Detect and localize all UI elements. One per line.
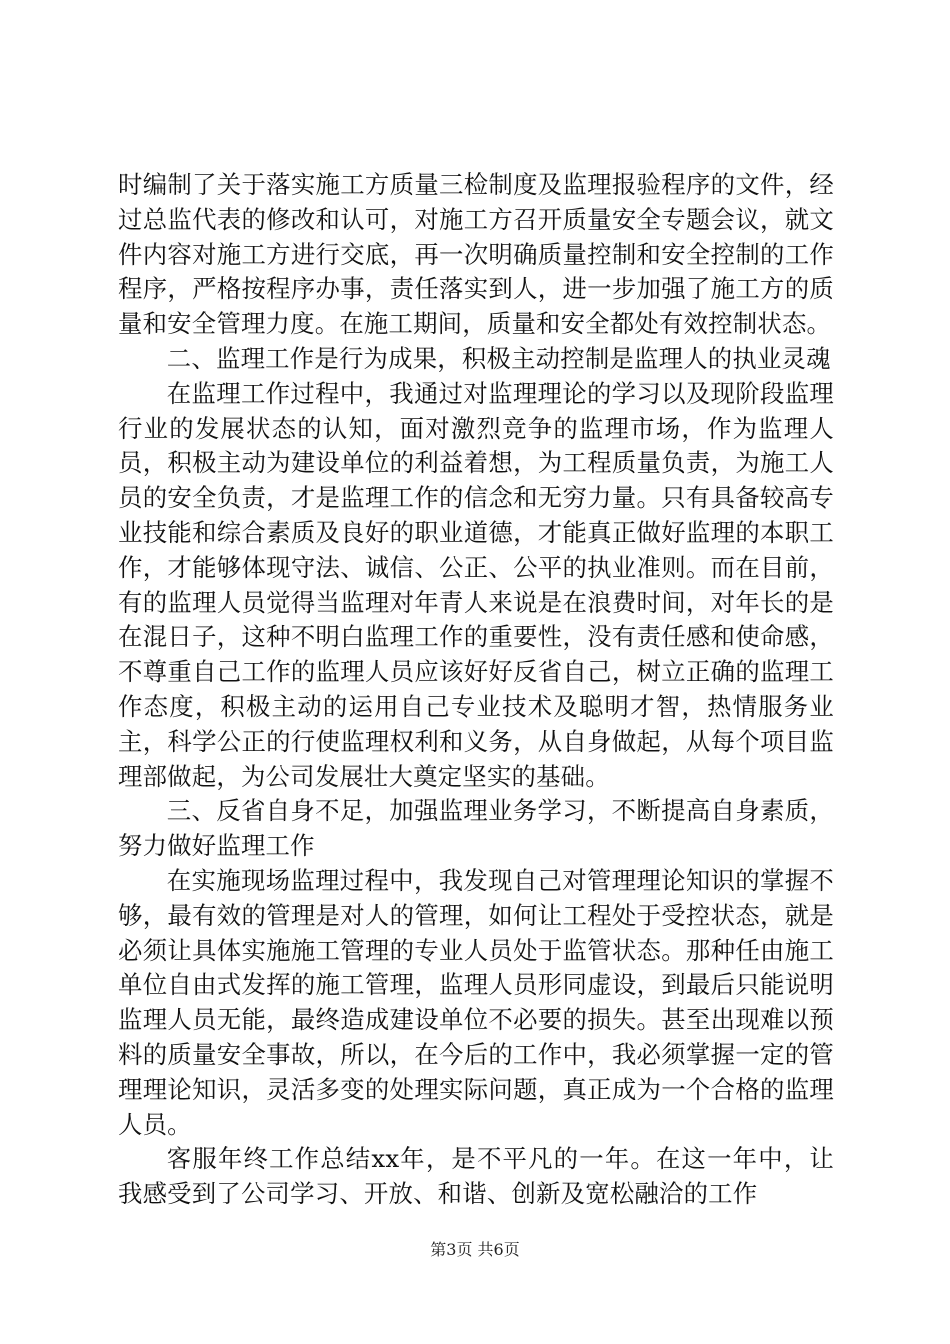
paragraph-section-2: 在监理工作过程中，我通过对监理理论的学习以及现阶段监理行业的发展状态的认知，面对激烈竞争的监理市场，作为监理人员，积极主动为建设单位的利益着想，为工程质量负责，为施工人员的安全负责，才是监理工作的信念和无穷力量。只有具备较高专业技能和综合素质及良好的职业道德，才能真正做好监理的本职工作，才能够体现守法、诚信、公正、公平的执业准则。而在目前，有的监理人员觉得当监理对年青人来说是在浪费时间，对年长的是在混日子，这种不明白监理工作的重要性，没有责任感和使命感，不尊重自己工作的监理人员应该好好反省自己，树立正确的监理工作态度，积极主动的运用自己专业技术及聪明才智，热情服务业主，科学公正的行使监理权利和义务，从自身做起，从每个项目监理部做起，为公司发展壮大奠定坚实的基础。 xyxy=(118,378,834,791)
paragraph-new-summary: 客服年终工作总结xx年，是不平凡的一年。在这一年中，让我感受到了公司学习、开放、和谐、创新及宽松融洽的工作 xyxy=(118,1144,834,1209)
paragraph-continuation: 时编制了关于落实施工方质量三检制度及监理报验程序的文件，经过总监代表的修改和认可，对施工方召开质量安全专题会议，就文件内容对施工方进行交底，再一次明确质量控制和安全控制的工作程序，严格按程序办事，责任落实到人，进一步加强了施工方的质量和安全管理力度。在施工期间，质量和安全都处有效控制状态。 xyxy=(118,170,834,339)
section-heading-2: 二、监理工作是行为成果，积极主动控制是监理人的执业灵魂 xyxy=(166,343,831,373)
section-heading-3: 三、反省自身不足，加强监理业务学习，不断提高自身素质，努力做好监理工作 xyxy=(118,796,834,861)
page-number-footer: 第3页 共6页 xyxy=(430,1240,520,1259)
paragraph-section-3: 在实施现场监理过程中，我发现自己对管理理论知识的掌握不够，最有效的管理是对人的管理，如何让工程处于受控状态，就是必须让具体实施施工管理的专业人员处于监管状态。那种任由施工单位自由式发挥的施工管理，监理人员形同虚设，到最后只能说明监理人员无能，最终造成建设单位不必要的损失。甚至出现难以预料的质量安全事故，所以，在今后的工作中，我必须掌握一定的管理理论知识，灵活多变的处理实际问题，真正成为一个合格的监理人员。 xyxy=(118,865,834,1139)
body-text xyxy=(118,168,834,1212)
